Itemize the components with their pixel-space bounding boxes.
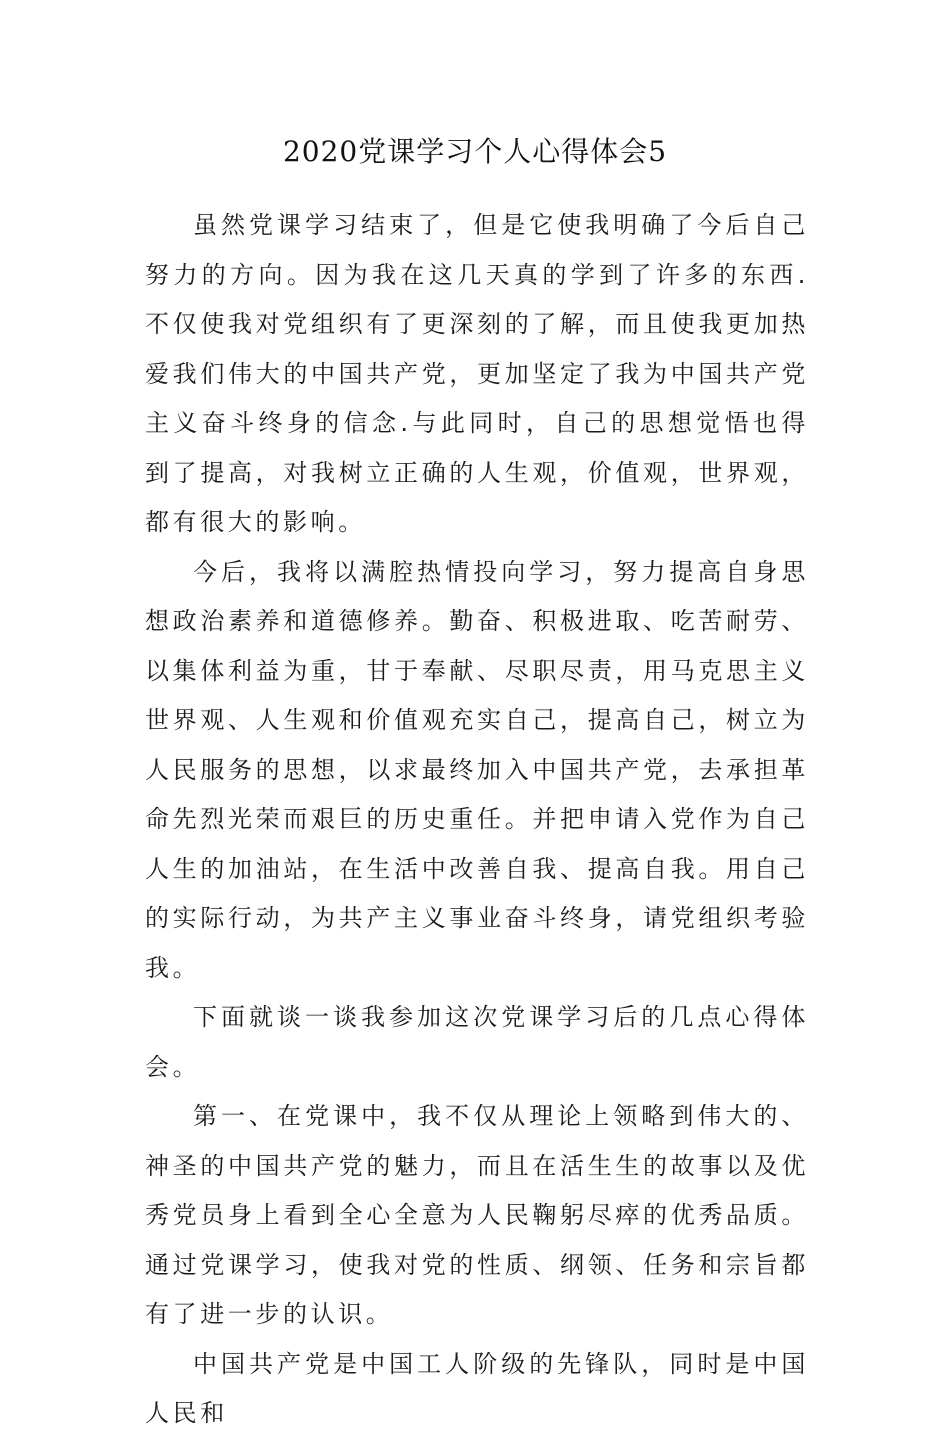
paragraph: 中国共产党是中国工人阶级的先锋队，同时是中国人民和 (145, 1349, 809, 1427)
document-title: 2020党课学习个人心得体会5 (282, 135, 668, 168)
paragraph: 下面就谈一谈我参加这次党课学习后的几点心得体会。 (145, 1003, 809, 1081)
paragraph: 今后，我将以满腔热情投向学习，努力提高自身思想政治素养和道德修养。勤奋、积极进取、吃苦耐劳、以集体利益为重，甘于奉献、尽职尽责，用马克思主义世界观、人生观和价值观充实自己，提高自己，树立为人民服务的思想，以求最终加入中国共产党，去承担革命先烈光荣而艰巨的历史重任。并把申请入党作为自己人生的加油站，在生活中改善自我、提高自我。用自己的实际行动，为共产主义事业奋斗终身，请党组织考验我。 (145, 557, 809, 982)
paragraph: 第一、在党课中，我不仅从理论上领略到伟大的、神圣的中国共产党的魅力，而且在活生生的故事以及优秀党员身上看到全心全意为人民鞠躬尽瘁的优秀品质。通过党课学习，使我对党的性质、纲领、任务和宗旨都有了进一步的认识。 (145, 1102, 809, 1328)
paragraph: 虽然党课学习结束了，但是它使我明确了今后自己努力的方向。因为我在这几天真的学到了许多的东西.不仅使我对党组织有了更深刻的了解，而且使我更加热爱我们伟大的中国共产党，更加坚定了我为中国共产党主义奋斗终身的信念.与此同时，自己的思想觉悟也得到了提高，对我树立正确的人生观，价值观，世界观，都有很大的影响。 (145, 211, 809, 536)
document-body (145, 201, 809, 1439)
